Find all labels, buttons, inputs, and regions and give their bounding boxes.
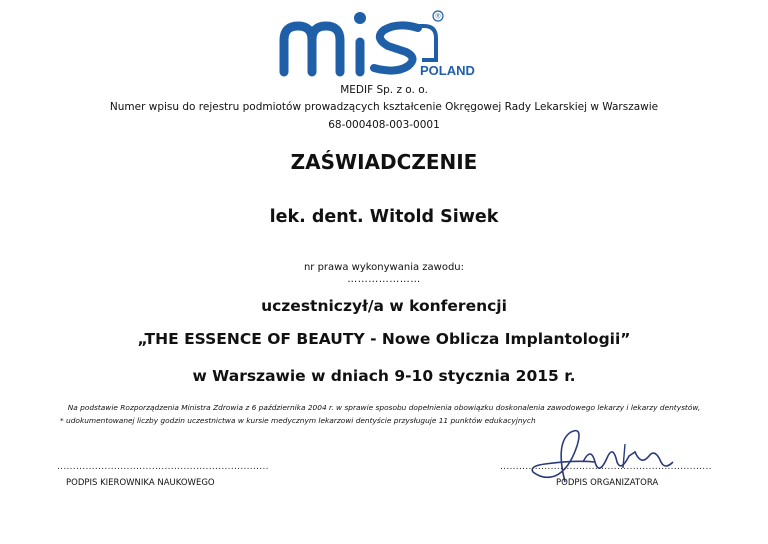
license-label: nr prawa wykonywania zawodu: [303, 262, 465, 273]
participation-text: uczestniczył/a w konferencji [261, 297, 507, 315]
registry-number: 68-000408-003-0001 [328, 119, 440, 131]
mis-poland-logo [270, 6, 490, 82]
left-signature-line: ................................................................... [57, 462, 269, 472]
company-name: MEDIF Sp. z o. o. [340, 84, 428, 96]
registry-text: Numer wpisu do rejestru podmiotów prowadzących kształcenie Okręgowej Rady Lekarskiej w Warszawie [109, 101, 659, 113]
license-value: ………………… [347, 274, 421, 285]
left-signature-label: PODPIS KIEROWNIKA NAUKOWEGO [66, 478, 215, 488]
recipient-name: lek. dent. Witold Siwek [269, 207, 499, 227]
legal-note-line2: * udokumentowanej liczby godzin uczestnictwa w kursie medycznym lekarzowi dentyście przysługuje 11 punktów edukacyjnych [60, 416, 536, 425]
conference-title: „THE ESSENCE OF BEAUTY - Nowe Oblicza Implantologii” [137, 330, 631, 348]
right-signature-line: ................................................................... [500, 462, 712, 472]
registered-mark: ® [435, 13, 441, 21]
certificate-title: ZAŚWIADCZENIE [290, 150, 478, 174]
right-signature-label: PODPIS ORGANIZATORA [556, 478, 659, 488]
logo-country-text: POLAND [420, 63, 475, 78]
legal-note-line1: Na podstawie Rozporządzenia Ministra Zdrowia z 6 października 2004 r. w sprawie sposobu dopełnienia obowiązku doskonalenia zawodowego lekarzy i lekarzy dentystów, [67, 403, 701, 412]
place-and-date: w Warszawie w dniach 9-10 stycznia 2015 r. [192, 367, 576, 385]
